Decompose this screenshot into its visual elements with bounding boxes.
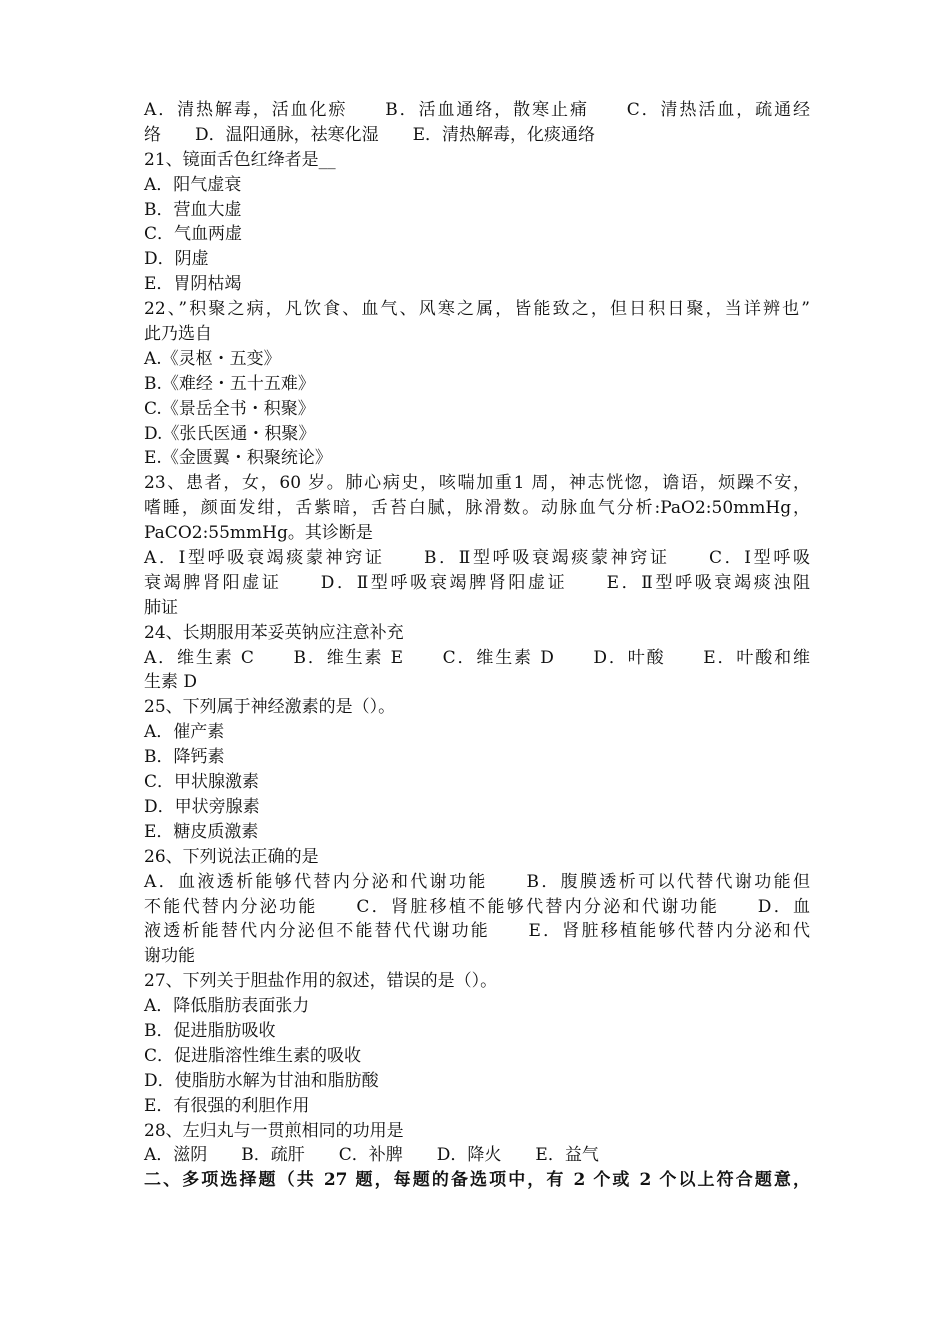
option-line: A．催产素 xyxy=(144,722,225,743)
option-line: B．营血大虚 xyxy=(144,199,242,220)
option-line: 衰竭脾肾阳虚证 D．Ⅱ型呼吸衰竭脾肾阳虚证 E．Ⅱ型呼吸衰竭痰浊阻 xyxy=(144,572,810,593)
option-line: D.《张氏医通・积聚》 xyxy=(144,423,316,444)
question-24: 24、长期服用苯妥英钠应注意补充 xyxy=(144,622,404,643)
option-line: 肺证 xyxy=(144,597,178,618)
document-page xyxy=(144,98,810,1193)
question-28: 28、左归丸与一贯煎相同的功用是 xyxy=(144,1120,404,1141)
option-line: 生素 D xyxy=(144,672,198,693)
option-line: A．降低脂肪表面张力 xyxy=(144,996,310,1017)
section-heading: 二、多项选择题（共 27 题，每题的备选项中，有 2 个或 2 个以上符合题意， xyxy=(144,1170,810,1191)
option-line: C．促进脂溶性维生素的吸收 xyxy=(144,1045,362,1066)
option-line: B．促进脂肪吸收 xyxy=(144,1020,276,1041)
option-line: D．阴虚 xyxy=(144,249,209,270)
option-line: 不能代替内分泌功能 C．肾脏移植不能够代替内分泌和代谢功能 D．血 xyxy=(144,896,810,917)
question-26: 26、下列说法正确的是 xyxy=(144,846,319,867)
option-line: E．有很强的利胆作用 xyxy=(144,1095,310,1116)
option-line: D．甲状旁腺素 xyxy=(144,796,260,817)
question-22: 22、”积聚之病，凡饮食、血气、风寒之属，皆能致之，但日积日聚，当详辨也” xyxy=(144,299,810,320)
option-line: 液透析能替代内分泌但不能替代代谢功能 E．肾脏移植能够代替内分泌和代 xyxy=(144,921,810,942)
question-22-continued: 此乃选自 xyxy=(144,324,212,345)
option-line: A.《灵枢・五变》 xyxy=(144,348,281,369)
option-line: A．清热解毒，活血化瘀 B．活血通络，散寒止痛 C．清热活血，疏通经 xyxy=(144,100,810,120)
option-line: A．阳气虚衰 xyxy=(144,174,242,195)
option-line: B.《难经・五十五难》 xyxy=(144,373,315,394)
question-23-continued: 嗜睡，颜面发绀，舌紫暗，舌苔白腻，脉滑数。动脉血气分析:PaO2:50mmHg， xyxy=(144,498,810,519)
option-line: C.《景岳全书・积聚》 xyxy=(144,398,315,419)
question-21: 21、镜面舌色红绛者是__ xyxy=(144,149,336,170)
option-line: C．甲状腺激素 xyxy=(144,772,260,793)
option-line: A．Ⅰ型呼吸衰竭痰蒙神窍证 B．Ⅱ型呼吸衰竭痰蒙神窍证 C．Ⅰ型呼吸 xyxy=(144,548,810,569)
option-line: 络 D．温阳通脉，祛寒化湿 E．清热解毒，化痰通络 xyxy=(144,124,596,145)
option-line: A．滋阴 B．疏肝 C．补脾 D．降火 E．益气 xyxy=(144,1145,599,1166)
question-23: 23、患者，女，60 岁。肺心病史，咳喘加重1 周，神志恍惚，谵语，烦躁不安， xyxy=(144,473,810,494)
question-25: 25、下列属于神经激素的是（）。 xyxy=(144,697,396,718)
option-line: E．胃阴枯竭 xyxy=(144,274,242,295)
option-line: E.《金匮翼・积聚统论》 xyxy=(144,448,332,469)
option-line: C．气血两虚 xyxy=(144,224,243,245)
option-line: 谢功能 xyxy=(144,946,195,967)
question-27: 27、下列关于胆盐作用的叙述，错误的是（）。 xyxy=(144,971,498,992)
option-line: A．维生素 C B．维生素 E C．维生素 D D．叶酸 E．叶酸和维 xyxy=(144,647,810,668)
option-line: E．糖皮质激素 xyxy=(144,821,259,842)
option-line: B．降钙素 xyxy=(144,747,225,768)
option-line: D．使脂肪水解为甘油和脂肪酸 xyxy=(144,1070,379,1091)
option-line: A．血液透析能够代替内分泌和代谢功能 B．腹膜透析可以代替代谢功能但 xyxy=(144,871,810,892)
question-23-continued: PaCO2:55mmHg。其诊断是 xyxy=(144,523,373,544)
